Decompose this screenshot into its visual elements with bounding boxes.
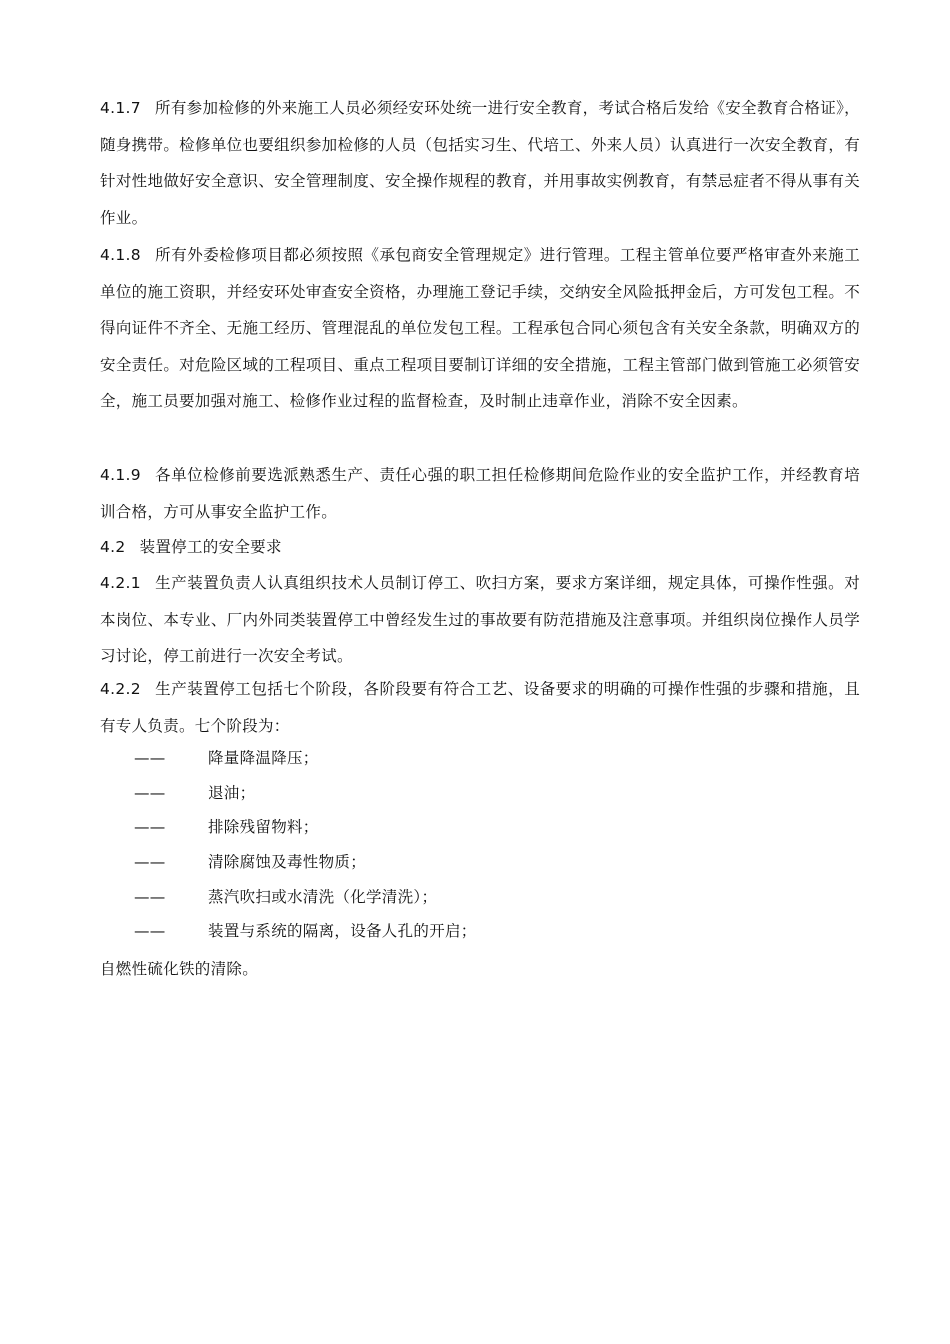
list-dash: —— <box>134 749 166 767</box>
list-item <box>100 810 860 845</box>
section-text: 生产装置负责人认真组织技术人员制订停工、吹扫方案，要求方案详细，规定具体，可操作性强。对本岗位、本专业、厂内外同类装置停工中曾经发生过的事故要有防范措施及注意事项。并组织岗位操作人员学习讨论，停工前进行一次安全考试。 <box>100 574 860 665</box>
list-item <box>100 845 860 880</box>
list-dash: —— <box>134 783 166 802</box>
section-number: 4.1.8 <box>100 246 141 264</box>
list-item-text: 排除残留物料； <box>208 818 319 837</box>
list-item-text: 清除腐蚀及毒性物质； <box>208 853 367 872</box>
section-4-1-7 <box>100 90 860 236</box>
section-heading-4-2 <box>100 529 860 566</box>
section-number: 4.1.9 <box>100 466 141 484</box>
list-item-text: 装置与系统的隔离，设备人孔的开启； <box>208 922 477 941</box>
section-text: 所有参加检修的外来施工人员必须经安环处统一进行安全教育，考试合格后发给《安全教育合格证》，随身携带。检修单位也要组织参加检修的人员（包括实习生、代培工、外来人员）认真进行一次安全教育，有针对性地做好安全意识、安全管理制度、安全操作规程的教育，并用事故实例教育，有禁忌症者不得从事有关作业。 <box>100 99 860 227</box>
final-stage-text: 自燃性硫化铁的清除。 <box>100 960 259 978</box>
section-text: 各单位检修前要选派熟悉生产、责任心强的职工担任检修期间危险作业的安全监护工作，并经教育培训合格，方可从事安全监护工作。 <box>100 466 860 521</box>
section-number: 4.1.7 <box>100 99 141 117</box>
section-4-1-8 <box>100 237 860 420</box>
list-item-text: 蒸汽吹扫或水清洗（化学清洗）； <box>208 887 438 906</box>
section-number: 4.2.1 <box>100 574 141 592</box>
list-item-text: 降量降温降压； <box>208 749 319 767</box>
list-item <box>100 776 860 811</box>
section-text: 生产装置停工包括七个阶段，各阶段要有符合工艺、设备要求的明确的可操作性强的步骤和措施，且有专人负责。七个阶段为： <box>100 680 860 735</box>
list-item <box>100 880 860 915</box>
list-item-text: 退油； <box>208 783 256 802</box>
stage-list <box>100 741 860 949</box>
section-4-2-2 <box>100 671 860 744</box>
list-item <box>100 914 860 949</box>
section-4-1-9 <box>100 457 860 530</box>
section-text: 所有外委检修项目都必须按照《承包商安全管理规定》进行管理。工程主管单位要严格审查外来施工单位的施工资职，并经安环处审查安全资格，办理施工登记手续，交纳安全风险抵押金后，方可发包工程。不得向证件不齐全、无施工经历、管理混乱的单位发包工程。工程承包合同心须包含有关安全条款，明确双方的安全责任。对危险区域的工程项目、重点工程项目要制订详细的安全措施，工程主管部门做到管施工必须管安全，施工员要加强对施工、检修作业过程的监督检查，及时制止违章作业，消除不安全因素。 <box>100 246 860 410</box>
list-dash: —— <box>134 887 166 906</box>
heading-number: 4.2 <box>100 538 126 556</box>
list-item <box>100 741 860 776</box>
section-4-2-1 <box>100 565 860 675</box>
section-number: 4.2.2 <box>100 680 141 698</box>
list-dash: —— <box>134 922 166 941</box>
heading-text: 装置停工的安全要求 <box>139 538 282 556</box>
list-dash: —— <box>134 818 166 837</box>
list-dash: —— <box>134 853 166 872</box>
